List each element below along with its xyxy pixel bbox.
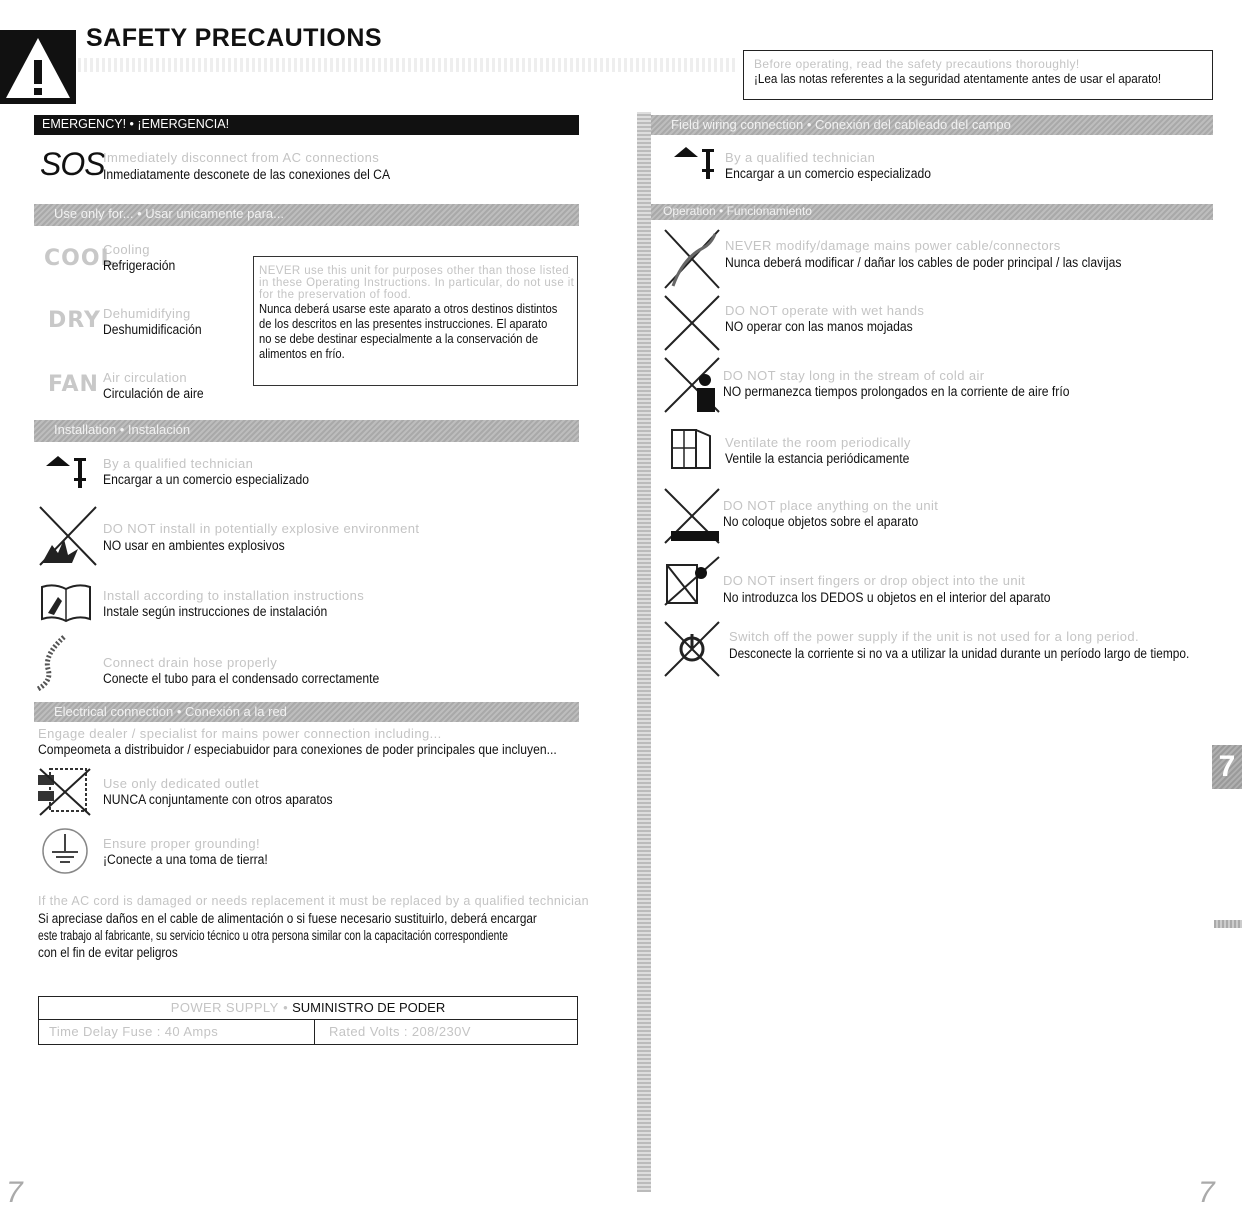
rated-volts: Rated Volts : 208/230V <box>329 1024 471 1039</box>
never-en-line: in these Operating Instructions. In particular, do not use it <box>259 277 575 289</box>
electrical-intro-es: Compeometa a distribuidor / especiabuidor para conexiones de poder principales que incluyen... <box>38 742 557 757</box>
damaged-cable-icon <box>663 228 721 295</box>
page-number-left: 7 <box>6 1176 23 1209</box>
install-en: Install according to installation instructions <box>103 588 365 603</box>
wet-hands-icon <box>663 294 721 357</box>
fan-icon: FAN <box>48 372 99 397</box>
installation-bar: Installation • Instalación <box>34 420 579 442</box>
never-es-line: de los descritos en las presentes instrucciones. El aparato <box>259 316 548 331</box>
cord-en: If the AC cord is damaged or needs replacement it must be replaced by a qualified technician <box>38 894 589 908</box>
electrical-intro-en: Engage dealer / specialist for mains power connection including... <box>38 726 442 741</box>
operation-en: NEVER modify/damage mains power cable/connectors <box>725 238 1061 253</box>
operation-bar: Operation • Funcionamiento <box>651 204 1213 220</box>
drain-hose-icon <box>34 635 74 696</box>
title-separator: • <box>283 1000 293 1015</box>
electrical-item-en: Use only dedicated outlet <box>103 776 259 791</box>
use-item-es: Refrigeración <box>103 258 176 273</box>
notice-es: ¡Lea las notas referentes a la seguridad atentamente antes de usar el aparato! <box>754 71 1162 86</box>
safety-notice-box <box>743 50 1213 100</box>
operation-es: Ventile la estancia periódicamente <box>725 451 910 466</box>
power-supply-title <box>39 997 577 1020</box>
electrical-bar: Electrical connection • Conexión a la red <box>34 702 579 722</box>
emergency-en: Immediately disconnect from AC connections <box>103 150 380 165</box>
dry-icon: DRY <box>48 308 101 333</box>
operation-es: No introduzca los DEDOS u objetos en el interior del aparato <box>723 590 1051 605</box>
use-item-en: Air circulation <box>103 370 188 385</box>
chapter-tab-number: 7 <box>1218 750 1236 783</box>
emergency-bar: EMERGENCY! • ¡EMERGENCIA! <box>34 115 579 135</box>
operation-es: Desconecte la corriente si no va a utilizar la unidad durante un período largo de tiempo. <box>729 646 1190 661</box>
never-use-box <box>253 256 578 386</box>
power-supply-title-en: POWER SUPPLY <box>170 1000 279 1015</box>
technician-icon <box>44 452 94 497</box>
never-es-line: no se debe destinar especialmente a la conservación de <box>259 331 539 346</box>
never-en-line: NEVER use this unit for purposes other than those listed <box>259 265 570 277</box>
install-es: Instale según instrucciones de instalación <box>103 604 328 619</box>
power-supply-row <box>39 1020 577 1045</box>
field-wiring-bar: Field wiring connection • Conexión del cableado del campo <box>651 115 1213 135</box>
install-en: DO NOT install in potentially explosive environment <box>103 521 420 536</box>
electrical-item-es: ¡Conecte a una toma de tierra! <box>103 852 268 867</box>
use-only-bar: Use only for... • Usar únicamente para... <box>34 204 579 226</box>
never-en-line: for the preservation of food. <box>259 289 412 301</box>
use-item-en: Dehumidifying <box>103 306 191 321</box>
never-es-line: alimentos en frío. <box>259 346 345 361</box>
operation-es: NO permanezca tiempos prolongados en la corriente de aire frío <box>723 384 1070 399</box>
field-wiring-en: By a qualified technician <box>725 150 876 165</box>
power-supply-table <box>38 996 578 1045</box>
operation-es: No coloque objetos sobre el aparato <box>723 514 919 529</box>
no-objects-on-unit-icon <box>663 487 721 550</box>
header-rule <box>78 58 738 72</box>
page-number-right: 7 <box>1198 1176 1215 1209</box>
field-wiring-es: Encargar a un comercio especializado <box>725 166 931 181</box>
operation-en: Ventilate the room periodically <box>725 435 911 450</box>
grounding-icon <box>38 826 92 881</box>
install-es: Encargar a un comercio especializado <box>103 472 309 487</box>
operation-en: DO NOT place anything on the unit <box>723 498 939 513</box>
electrical-item-es: NUNCA conjuntamente con otros aparatos <box>103 792 333 807</box>
install-en: By a qualified technician <box>103 456 254 471</box>
electrical-item-en: Ensure proper grounding! <box>103 836 261 851</box>
cool-icon: COOL <box>44 246 116 271</box>
operation-en: DO NOT stay long in the stream of cold air <box>723 368 985 383</box>
warning-triangle-icon <box>0 30 76 104</box>
no-fingers-icon <box>663 555 721 612</box>
install-es: Conecte el tubo para el condensado correctamente <box>103 671 380 686</box>
operation-en: DO NOT operate with wet hands <box>725 303 925 318</box>
manual-book-icon <box>40 583 92 628</box>
use-item-es: Circulación de aire <box>103 386 204 401</box>
page-title: SAFETY PRECAUTIONS <box>86 24 383 52</box>
use-item-en: Cooling <box>103 242 150 257</box>
column-divider <box>637 112 651 1192</box>
never-es-line: Nunca deberá usarse este aparato a otros destinos distintos <box>259 301 558 316</box>
install-en: Connect drain hose properly <box>103 655 278 670</box>
chapter-tab <box>1212 745 1242 789</box>
cord-es-line: con el fin de evitar peligros <box>38 945 178 960</box>
use-item-es: Deshumidificación <box>103 322 202 337</box>
technician-icon <box>672 143 722 188</box>
emergency-es: Inmediatamente desconete de las conexiones del CA <box>103 167 391 182</box>
window-ventilation-icon <box>670 428 714 475</box>
install-es: NO usar en ambientes explosivos <box>103 538 285 553</box>
cord-es-line: Si apreciase daños en el cable de alimentación o si fuese necesario sustituirlo, deberá encargar <box>38 911 537 926</box>
operation-en: Switch off the power supply if the unit is not used for a long period. <box>729 629 1140 644</box>
tab-marker <box>1214 920 1242 928</box>
power-supply-title-es: SUMINISTRO DE PODER <box>292 1000 446 1015</box>
power-off-icon <box>663 620 721 683</box>
dedicated-outlet-icon <box>36 765 94 822</box>
cord-es-line: este trabajo al fabricante, su servicio técnico u otra persona similar con la capacitación correspondiente <box>38 928 508 943</box>
notice-en: Before operating, read the safety precautions thoroughly! <box>754 57 1080 71</box>
operation-es: Nunca deberá modificar / dañar los cables de poder principal / las clavijas <box>725 255 1122 270</box>
cold-air-person-icon <box>663 356 721 419</box>
explosion-icon <box>38 505 98 572</box>
sos-icon: SOS <box>40 146 105 182</box>
fuse-rating: Time Delay Fuse : 40 Amps <box>39 1020 315 1045</box>
operation-es: NO operar con las manos mojadas <box>725 319 913 334</box>
operation-en: DO NOT insert fingers or drop object into the unit <box>723 573 1026 588</box>
